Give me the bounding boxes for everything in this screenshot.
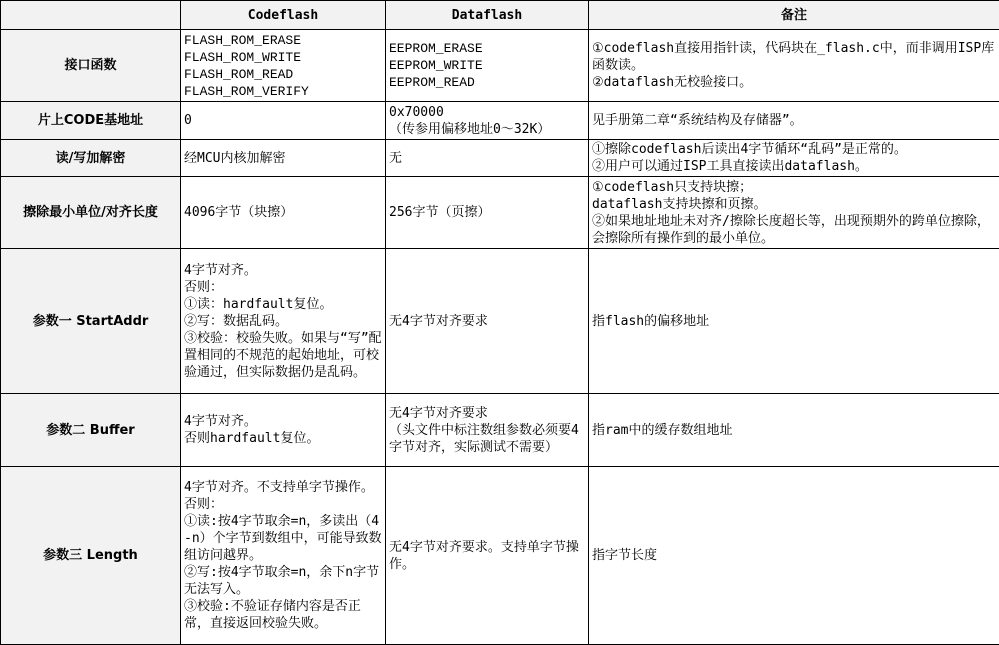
row-label: 参数三 Length xyxy=(1,467,181,645)
row-label: 参数二 Buffer xyxy=(1,394,181,467)
row-label: 参数一 StartAddr xyxy=(1,249,181,394)
dataflash-cell: 0x70000 （传参用偏移地址0～32K） xyxy=(386,102,589,140)
table-row xyxy=(1,249,999,394)
dataflash-cell: 256字节（页擦） xyxy=(386,177,589,249)
codeflash-cell: 4096字节（块擦） xyxy=(181,177,386,249)
codeflash-cell: 0 xyxy=(181,102,386,140)
codeflash-cell: FLASH_ROM_ERASE FLASH_ROM_WRITE FLASH_ROM_READ FLASH_ROM_VERIFY xyxy=(181,30,386,102)
note-cell: ①codeflash直接用指针读，代码块在_flash.c中，而非调用ISP库函数读。 ②dataflash无校验接口。 xyxy=(589,30,999,102)
table-row xyxy=(1,102,999,140)
header-dataflash: Dataflash xyxy=(386,1,589,30)
codeflash-cell: 4字节对齐。不支持单字节操作。 否则： ①读:按4字节取余=n，多读出（4-n）个字节到数组中，可能导致数组访问越界。 ②写:按4字节取余=n，余下n字节无法写入。 ③校验:不验证存储内容是否正常，直接返回校验失败。 xyxy=(181,467,386,645)
codeflash-cell: 4字节对齐。 否则： ①读：hardfault复位。 ②写：数据乱码。 ③校验：校验失败。如果与“写”配置相同的不规范的起始地址，可校验通过，但实际数据仍是乱码。 xyxy=(181,249,386,394)
table-row xyxy=(1,140,999,177)
table-row xyxy=(1,30,999,102)
table-row xyxy=(1,467,999,645)
dataflash-cell: 无4字节对齐要求 xyxy=(386,249,589,394)
row-label: 擦除最小单位/对齐长度 xyxy=(1,177,181,249)
dataflash-cell: 无4字节对齐要求。支持单字节操作。 xyxy=(386,467,589,645)
note-cell: ①擦除codeflash后读出4字节循环“乱码”是正常的。 ②用户可以通过ISP工具直接读出dataflash。 xyxy=(589,140,999,177)
row-label: 读/写加解密 xyxy=(1,140,181,177)
row-label: 接口函数 xyxy=(1,30,181,102)
table-row xyxy=(1,177,999,249)
dataflash-cell: 无 xyxy=(386,140,589,177)
note-cell: 指字节长度 xyxy=(589,467,999,645)
codeflash-cell: 4字节对齐。 否则hardfault复位。 xyxy=(181,394,386,467)
dataflash-cell: EEPROM_ERASE EEPROM_WRITE EEPROM_READ xyxy=(386,30,589,102)
header-blank xyxy=(1,1,181,30)
dataflash-cell: 无4字节对齐要求 （头文件中标注数组参数必须要4字节对齐，实际测试不需要） xyxy=(386,394,589,467)
note-cell: 见手册第二章“系统结构及存储器”。 xyxy=(589,102,999,140)
header-row xyxy=(1,1,999,30)
codeflash-cell: 经MCU内核加解密 xyxy=(181,140,386,177)
header-note: 备注 xyxy=(589,1,999,30)
table-row xyxy=(1,394,999,467)
note-cell: ①codeflash只支持块擦； dataflash支持块擦和页擦。 ②如果地址地址未对齐/擦除长度超长等，出现预期外的跨单位擦除，会擦除所有操作到的最小单位。 xyxy=(589,177,999,249)
header-codeflash: Codeflash xyxy=(181,1,386,30)
note-cell: 指ram中的缓存数组地址 xyxy=(589,394,999,467)
row-label: 片上CODE基地址 xyxy=(1,102,181,140)
note-cell: 指flash的偏移地址 xyxy=(589,249,999,394)
